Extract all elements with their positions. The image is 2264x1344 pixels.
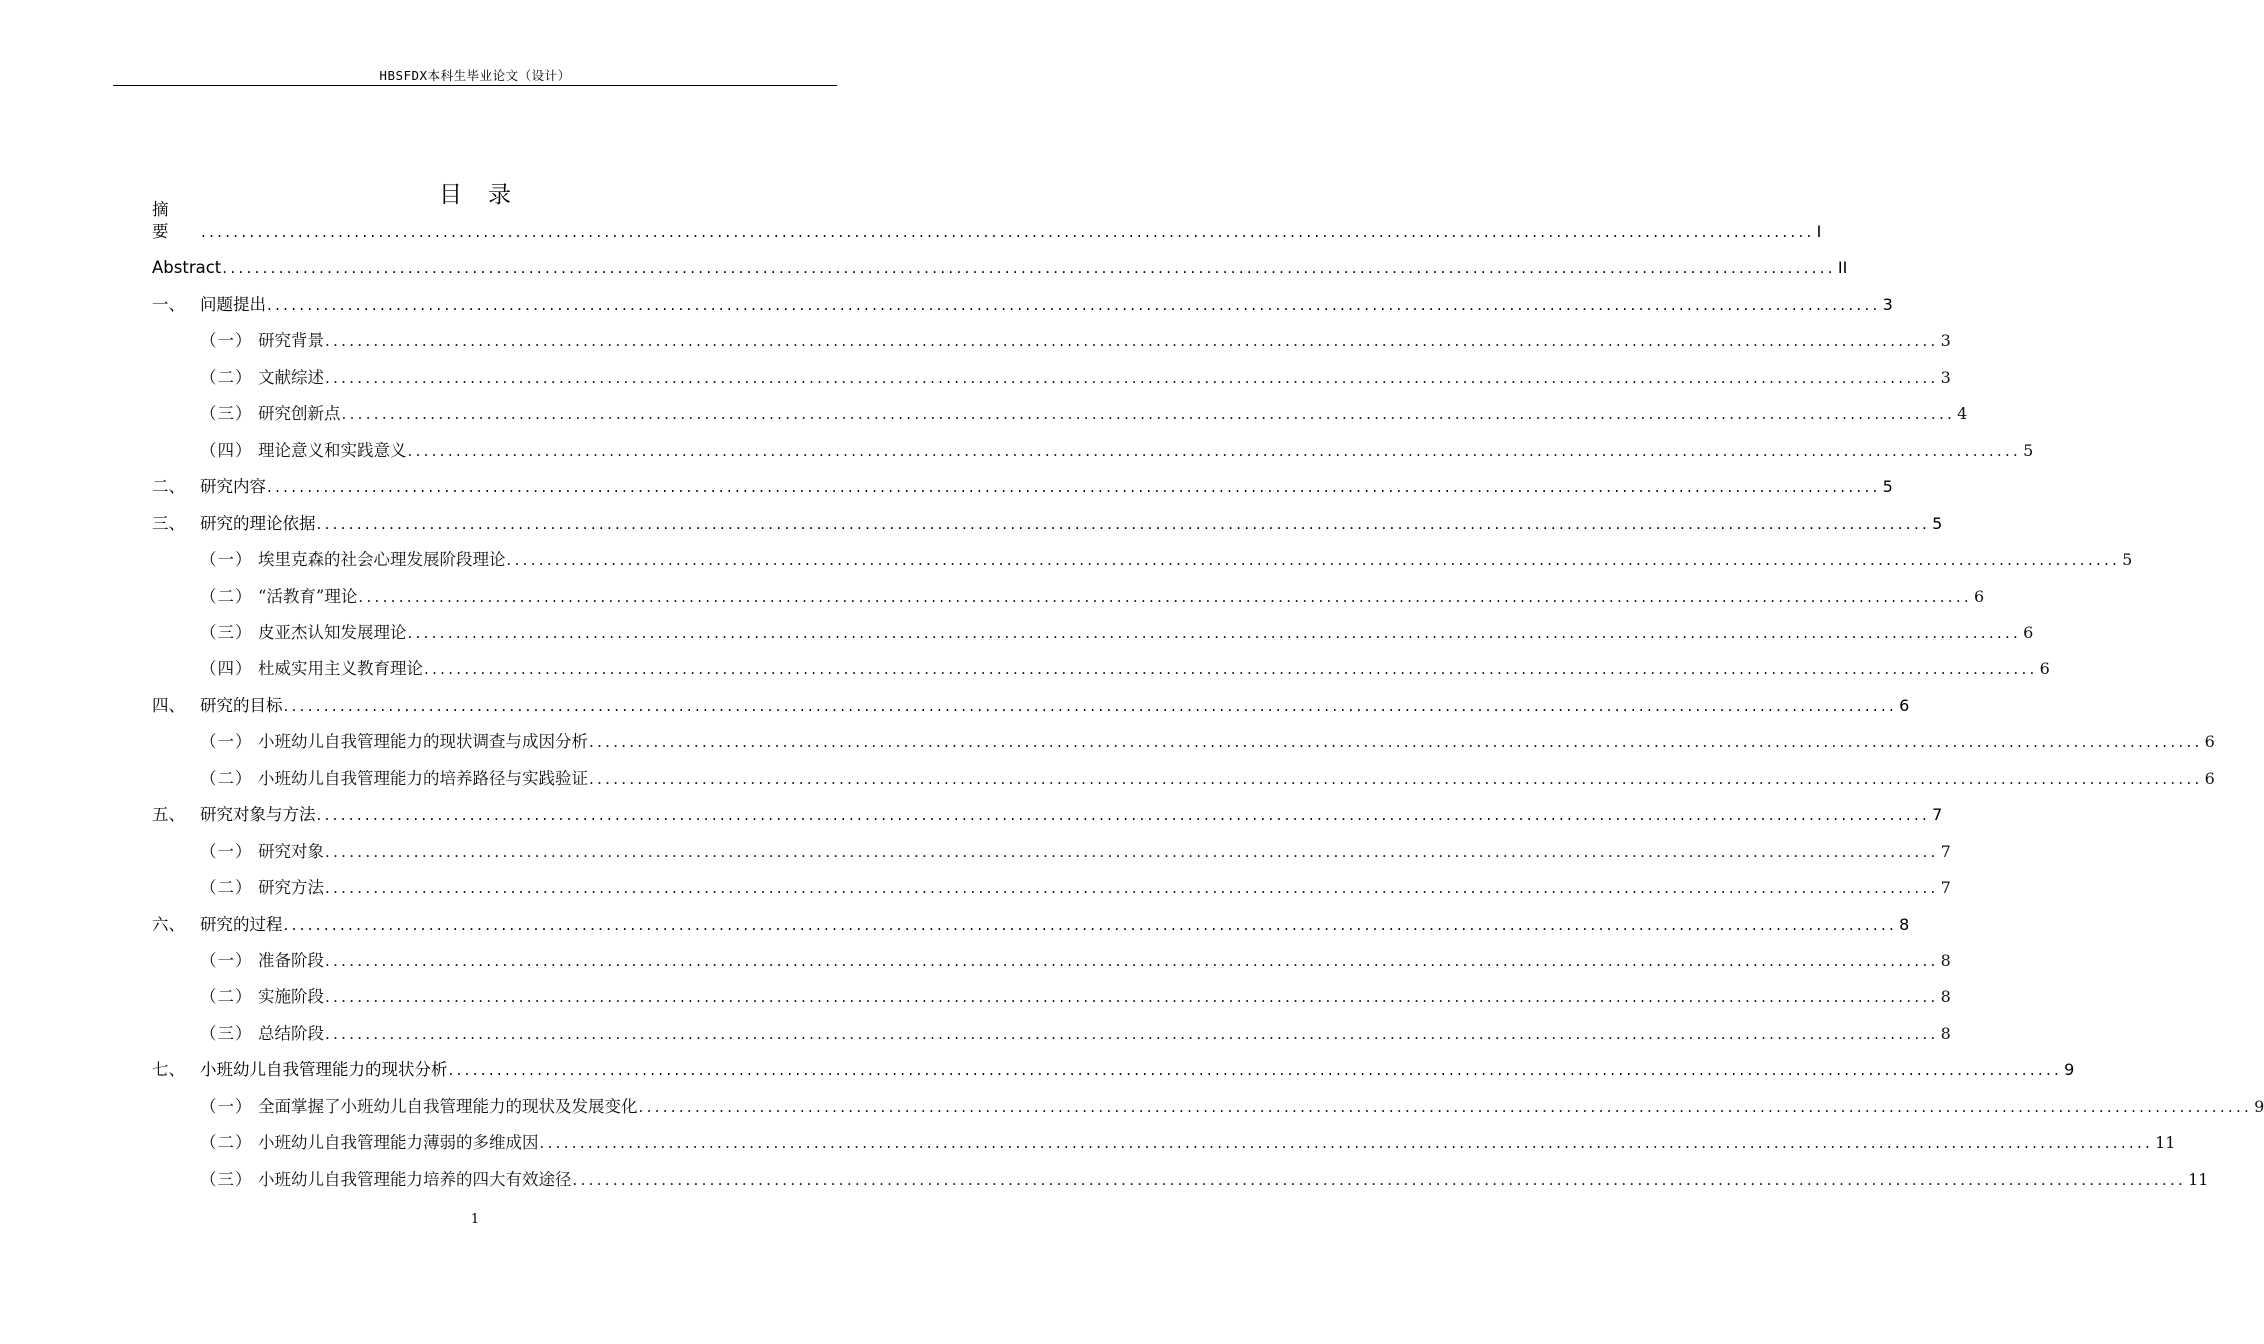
- toc-entry-number: （一）: [200, 1097, 253, 1116]
- toc-entry-number: 二、: [152, 477, 185, 496]
- toc-entry-page: 6: [2023, 623, 2034, 642]
- toc-entry-number: （三）: [200, 1024, 253, 1043]
- toc-entry[interactable]: [200, 948, 1951, 972]
- toc-dot-leader: ........................................................................................................................................................................................................: [358, 588, 1972, 606]
- toc-entry-page: 5: [1882, 477, 1893, 496]
- toc-entry-page: 7: [1932, 805, 1943, 824]
- toc-entry-title: 埃里克森的社会心理发展阶段理论: [258, 550, 506, 569]
- toc-entry[interactable]: [200, 729, 2215, 753]
- toc-entry-title: 小班幼儿自我管理能力的现状分析: [200, 1060, 448, 1079]
- toc-entry-page: 8: [1940, 987, 1951, 1006]
- toc-entry-number: （二）: [200, 987, 253, 1006]
- page-number: 1: [470, 1212, 480, 1227]
- toc-entry[interactable]: [152, 200, 1822, 243]
- toc-entry-page: 6: [1899, 696, 1910, 715]
- toc-entry-title: 研究的理论依据: [200, 514, 316, 533]
- toc-entry[interactable]: [200, 401, 1968, 425]
- toc-entry-page: 7: [1940, 878, 1951, 897]
- toc-dot-leader: ........................................................................................................................................................................................................: [539, 1134, 2154, 1152]
- toc-entry-number: （三）: [200, 1170, 253, 1189]
- toc-entry-title: 皮亚杰认知发展理论: [258, 623, 407, 642]
- toc-entry-title: Abstract: [152, 258, 222, 277]
- toc-entry-page: II: [1837, 258, 1848, 277]
- toc-entry[interactable]: [200, 656, 2050, 680]
- toc-dot-leader: ........................................................................................................................................................................................................: [325, 952, 1939, 970]
- toc-entry-title: 研究背景: [258, 331, 324, 350]
- toc-dot-leader: ........................................................................................................................................................................................................: [325, 332, 1939, 350]
- toc-entry-page: 7: [1940, 842, 1951, 861]
- toc-entry[interactable]: [200, 584, 1985, 608]
- toc-dot-leader: ........................................................................................................................................................................................................: [325, 988, 1939, 1006]
- toc-entry[interactable]: [152, 474, 1893, 498]
- toc-entry-number: （一）: [200, 550, 253, 569]
- toc-entry-number: 三、: [152, 514, 185, 533]
- toc-dot-leader: ........................................................................................................................................................................................................: [407, 442, 2022, 460]
- toc-dot-leader: ........................................................................................................................................................................................................: [267, 478, 1881, 496]
- toc-entry-title: 研究内容: [200, 477, 266, 496]
- toc-entry[interactable]: [200, 547, 2133, 571]
- toc-dot-leader: ........................................................................................................................................................................................................: [201, 223, 1815, 241]
- toc-entry-page: 5: [2122, 550, 2133, 569]
- toc-entry-number: （二）: [200, 878, 253, 897]
- toc-entry-page: 8: [1940, 951, 1951, 970]
- toc-dot-leader: ........................................................................................................................................................................................................: [341, 405, 1956, 423]
- toc-dot-leader: ........................................................................................................................................................................................................: [316, 515, 1931, 533]
- toc-entry-title: 小班幼儿自我管理能力薄弱的多维成因: [258, 1133, 539, 1152]
- toc-dot-leader: ........................................................................................................................................................................................................: [506, 551, 2121, 569]
- toc-entry-page: I: [1816, 222, 1822, 241]
- toc-entry-title: 小班幼儿自我管理能力的培养路径与实践验证: [258, 769, 588, 788]
- toc-entry-title: 研究创新点: [258, 404, 341, 423]
- toc-entry-title: 研究的目标: [200, 696, 283, 715]
- toc-entry-number: 六、: [152, 915, 185, 934]
- toc-entry-page: 6: [2039, 659, 2050, 678]
- toc-entry[interactable]: [200, 1021, 1951, 1045]
- toc-entry-page: 6: [2204, 769, 2215, 788]
- toc-entry[interactable]: [152, 693, 1910, 717]
- header-rule: [113, 85, 837, 86]
- toc-entry-title: 小班幼儿自我管理能力培养的四大有效途径: [258, 1170, 572, 1189]
- toc-entry-number: 一、: [152, 295, 185, 314]
- toc-entry-page: 5: [2023, 441, 2034, 460]
- toc-entry-number: （二）: [200, 587, 253, 606]
- toc-entry-page: 8: [1940, 1024, 1951, 1043]
- toc-entry-title: 实施阶段: [258, 987, 324, 1006]
- toc-title: 目录: [439, 182, 537, 208]
- toc-entry[interactable]: [152, 802, 1943, 826]
- toc-entry-page: 8: [1899, 915, 1910, 934]
- toc-entry-number: （三）: [200, 404, 253, 423]
- toc-entry-title: 小班幼儿自我管理能力的现状调查与成因分析: [258, 732, 588, 751]
- toc-dot-leader: ........................................................................................................................................................................................................: [283, 916, 1898, 934]
- toc-entry-number: （一）: [200, 732, 253, 751]
- toc-entry[interactable]: [152, 292, 1893, 316]
- toc-entry[interactable]: [152, 1057, 2075, 1081]
- page-header: HBSFDX本科生毕业论文（设计）: [379, 68, 571, 83]
- toc-entry-title: 杜威实用主义教育理论: [258, 659, 423, 678]
- toc-entry-title: 研究对象与方法: [200, 805, 316, 824]
- toc-dot-leader: ........................................................................................................................................................................................................: [325, 879, 1939, 897]
- toc-entry[interactable]: [200, 1094, 2264, 1118]
- toc-entry-title: “活教育”理论: [258, 587, 358, 606]
- toc-entry[interactable]: [200, 1130, 2176, 1154]
- toc-entry-page: 3: [1940, 331, 1951, 350]
- toc-entry-number: 摘 要: [152, 200, 185, 241]
- toc-entry-number: 四、: [152, 696, 185, 715]
- toc-entry-number: （四）: [200, 441, 253, 460]
- toc-entry[interactable]: [152, 912, 1910, 936]
- toc-entry-number: （一）: [200, 951, 253, 970]
- toc-entry-page: 3: [1882, 295, 1893, 314]
- toc-dot-leader: ........................................................................................................................................................................................................: [283, 697, 1898, 715]
- toc-entry-title: 研究方法: [258, 878, 324, 897]
- toc-entry-number: （二）: [200, 1133, 253, 1152]
- toc-entry-number: （三）: [200, 623, 253, 642]
- toc-dot-leader: ........................................................................................................................................................................................................: [572, 1171, 2187, 1189]
- toc-entry[interactable]: [200, 839, 1951, 863]
- toc-dot-leader: ........................................................................................................................................................................................................: [638, 1098, 2253, 1116]
- toc-entry-number: （一）: [200, 331, 253, 350]
- toc-entry[interactable]: [152, 511, 1943, 535]
- toc-entry[interactable]: [200, 328, 1951, 352]
- toc-dot-leader: ........................................................................................................................................................................................................: [448, 1061, 2063, 1079]
- toc-entry-page: 11: [2188, 1170, 2209, 1189]
- toc-entry-title: 全面掌握了小班幼儿自我管理能力的现状及发展变化: [258, 1097, 638, 1116]
- toc-entry[interactable]: [152, 255, 1848, 279]
- toc-entry-page: 9: [2254, 1097, 2264, 1116]
- toc-entry[interactable]: [200, 620, 2034, 644]
- toc-dot-leader: ........................................................................................................................................................................................................: [267, 296, 1881, 314]
- toc-entry-page: 6: [1974, 587, 1985, 606]
- toc-entry[interactable]: [200, 438, 2034, 462]
- toc-dot-leader: ........................................................................................................................................................................................................: [589, 770, 2203, 788]
- toc-entry[interactable]: [200, 1167, 2209, 1191]
- toc-entry[interactable]: [200, 875, 1951, 899]
- toc-entry-number: （二）: [200, 769, 253, 788]
- toc-entry-title: 研究对象: [258, 842, 324, 861]
- toc-entry-title: 准备阶段: [258, 951, 324, 970]
- toc-entry[interactable]: [200, 365, 1951, 389]
- toc-dot-leader: ........................................................................................................................................................................................................: [316, 806, 1931, 824]
- toc-entry-title: 理论意义和实践意义: [258, 441, 407, 460]
- toc-entry-page: 4: [1957, 404, 1968, 423]
- toc-entry-page: 11: [2155, 1133, 2176, 1152]
- toc-entry-page: 5: [1932, 514, 1943, 533]
- toc-dot-leader: ........................................................................................................................................................................................................: [325, 843, 1939, 861]
- toc-dot-leader: ........................................................................................................................................................................................................: [424, 660, 2038, 678]
- toc-entry-number: 七、: [152, 1060, 185, 1079]
- toc-entry-page: 3: [1940, 368, 1951, 387]
- toc-entry-number: （二）: [200, 368, 253, 387]
- toc-entry-title: 文献综述: [258, 368, 324, 387]
- toc-dot-leader: ........................................................................................................................................................................................................: [407, 624, 2022, 642]
- toc-entry[interactable]: [200, 984, 1951, 1008]
- toc-entry-number: 五、: [152, 805, 185, 824]
- toc-entry[interactable]: [200, 766, 2215, 790]
- toc-entry-number: （四）: [200, 659, 253, 678]
- toc-dot-leader: ........................................................................................................................................................................................................: [325, 369, 1939, 387]
- toc-entry-title: 总结阶段: [258, 1024, 324, 1043]
- toc-entry-page: 6: [2204, 732, 2215, 751]
- toc-dot-leader: ........................................................................................................................................................................................................: [325, 1025, 1939, 1043]
- toc-entry-title: 研究的过程: [200, 915, 283, 934]
- toc-entry-number: （一）: [200, 842, 253, 861]
- toc-dot-leader: ........................................................................................................................................................................................................: [222, 259, 1836, 277]
- toc-entry-page: 9: [2064, 1060, 2075, 1079]
- toc-entry-title: 问题提出: [200, 295, 266, 314]
- toc-dot-leader: ........................................................................................................................................................................................................: [589, 733, 2203, 751]
